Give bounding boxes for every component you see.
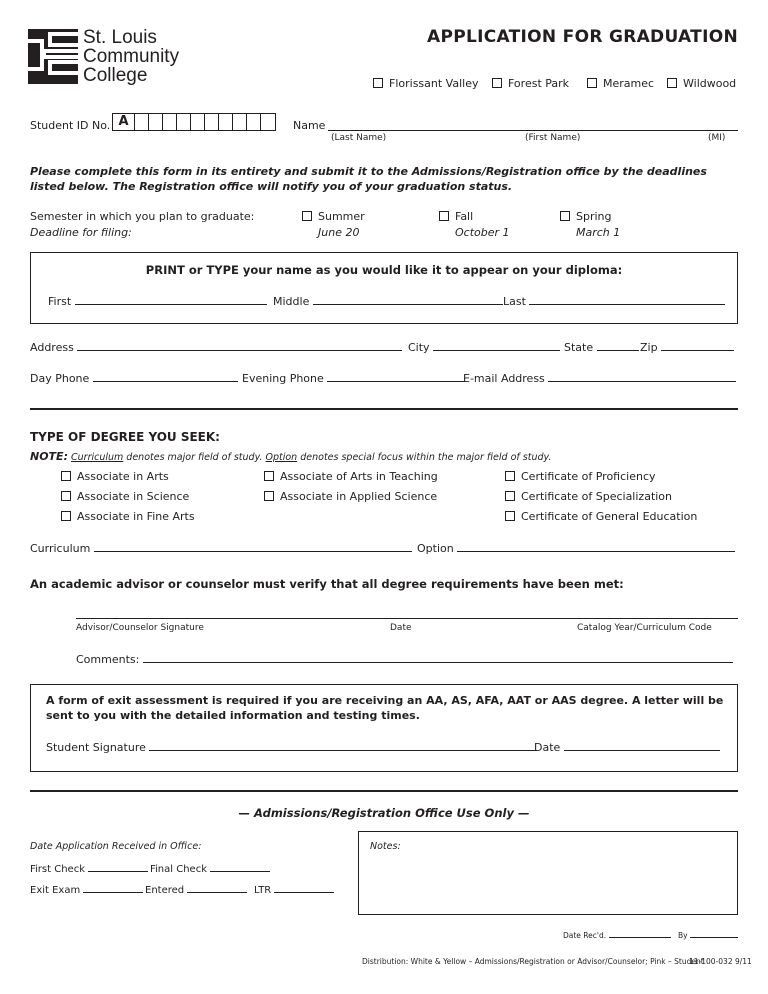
checkbox-icon[interactable] bbox=[61, 471, 71, 481]
advisor-signature-line[interactable] bbox=[76, 618, 738, 619]
student-id-boxes[interactable] bbox=[112, 113, 276, 131]
checkbox-icon[interactable] bbox=[439, 211, 449, 221]
by-field[interactable]: By bbox=[678, 929, 738, 940]
instructions: Please complete this form in its entirety and submit it to the Admissions/Registration office by the deadlines listed below. The Registration office will notify you of your graduation status. bbox=[30, 165, 707, 193]
student-id-digit[interactable] bbox=[205, 114, 219, 130]
degree-associate-science[interactable]: Associate in Science bbox=[61, 490, 189, 503]
day-phone-field[interactable]: Day Phone bbox=[30, 371, 238, 385]
name-field-line[interactable] bbox=[328, 130, 738, 131]
degree-associate-fine-arts[interactable]: Associate in Fine Arts bbox=[61, 510, 195, 523]
first-check-field[interactable]: First Check bbox=[30, 861, 148, 875]
college-logo bbox=[28, 29, 188, 85]
checkbox-icon[interactable] bbox=[61, 491, 71, 501]
degree-cert-general-education[interactable]: Certificate of General Education bbox=[505, 510, 697, 523]
evening-phone-field[interactable]: Evening Phone bbox=[242, 371, 465, 385]
form-number: 11-100-032 9/11 bbox=[689, 957, 752, 966]
semester-fall-deadline: October 1 bbox=[455, 226, 510, 239]
office-heading: — Admissions/Registration Office Use Only — bbox=[238, 806, 530, 820]
checkbox-icon[interactable] bbox=[587, 78, 597, 88]
comments-field[interactable]: Comments: bbox=[76, 652, 733, 666]
student-id-digit[interactable] bbox=[163, 114, 177, 130]
name-last-caption: (Last Name) bbox=[331, 133, 387, 143]
advisor-catalog-caption: Catalog Year/Curriculum Code bbox=[577, 623, 712, 633]
semester-fall[interactable]: Fall bbox=[439, 210, 473, 223]
logo-line-2: Community bbox=[83, 46, 180, 67]
degree-associate-arts-teaching[interactable]: Associate of Arts in Teaching bbox=[264, 470, 438, 483]
exit-assessment-text: A form of exit assessment is required if you are receiving an AA, AS, AFA, AAT or AAS degree. A letter will be sent to you with the detailed information and testing times. bbox=[46, 694, 724, 722]
campus-wildwood[interactable]: Wildwood bbox=[667, 77, 736, 90]
semester-label: Semester in which you plan to graduate: bbox=[30, 210, 255, 223]
student-signature-field[interactable]: Student Signature bbox=[46, 740, 537, 754]
semester-summer-deadline: June 20 bbox=[318, 226, 360, 239]
campus-meramec[interactable]: Meramec bbox=[587, 77, 654, 90]
section-divider bbox=[30, 408, 738, 410]
entered-field[interactable]: Entered bbox=[145, 882, 247, 896]
student-id-label: Student ID No. bbox=[30, 119, 111, 132]
deadline-label: Deadline for filing: bbox=[30, 226, 132, 239]
checkbox-icon[interactable] bbox=[667, 78, 677, 88]
degree-cert-proficiency[interactable]: Certificate of Proficiency bbox=[505, 470, 656, 483]
exit-exam-field[interactable]: Exit Exam bbox=[30, 882, 143, 896]
checkbox-icon[interactable] bbox=[492, 78, 502, 88]
distribution-note: Distribution: White & Yellow – Admissions/Registration or Advisor/Counselor; Pink – Student bbox=[362, 957, 704, 966]
checkbox-icon[interactable] bbox=[302, 211, 312, 221]
student-id-digit[interactable] bbox=[233, 114, 247, 130]
diploma-last-field[interactable]: Last bbox=[503, 294, 725, 308]
option-field[interactable]: Option bbox=[417, 541, 735, 555]
office-divider bbox=[30, 790, 738, 792]
notes-box[interactable] bbox=[358, 831, 738, 915]
checkbox-icon[interactable] bbox=[264, 491, 274, 501]
checkbox-icon[interactable] bbox=[264, 471, 274, 481]
student-id-digit[interactable] bbox=[247, 114, 261, 130]
student-id-digit[interactable] bbox=[177, 114, 191, 130]
diploma-heading: PRINT or TYPE your name as you would like it to appear on your diploma: bbox=[145, 263, 623, 277]
checkbox-icon[interactable] bbox=[505, 471, 515, 481]
address-field[interactable]: Address bbox=[30, 340, 402, 354]
degree-heading: TYPE OF DEGREE YOU SEEK: bbox=[30, 430, 220, 444]
semester-summer[interactable]: Summer bbox=[302, 210, 365, 223]
student-id-digit[interactable] bbox=[219, 114, 233, 130]
campus-florissant-valley[interactable]: Florissant Valley bbox=[373, 77, 478, 90]
logo-line-1: St. Louis bbox=[83, 27, 157, 48]
form-title: APPLICATION FOR GRADUATION bbox=[427, 27, 738, 47]
name-first-caption: (First Name) bbox=[525, 133, 581, 143]
zip-field[interactable]: Zip bbox=[640, 340, 734, 354]
degree-note: NOTE: Curriculum denotes major field of study. Option denotes special focus within the major field of study. bbox=[30, 450, 552, 463]
city-field[interactable]: City bbox=[408, 340, 560, 354]
college-logo-icon bbox=[28, 29, 78, 84]
final-check-field[interactable]: Final Check bbox=[150, 861, 270, 875]
checkbox-icon[interactable] bbox=[61, 511, 71, 521]
curriculum-field[interactable]: Curriculum bbox=[30, 541, 412, 555]
date-received-label: Date Application Received in Office: bbox=[30, 841, 202, 852]
student-id-prefix: A bbox=[113, 114, 135, 130]
degree-associate-applied-science[interactable]: Associate in Applied Science bbox=[264, 490, 437, 503]
campus-forest-park[interactable]: Forest Park bbox=[492, 77, 569, 90]
degree-cert-specialization[interactable]: Certificate of Specialization bbox=[505, 490, 672, 503]
state-field[interactable]: State bbox=[564, 340, 639, 354]
student-id-digit[interactable] bbox=[135, 114, 149, 130]
date-recd-field[interactable]: Date Rec'd. bbox=[563, 929, 671, 940]
advisor-heading: An academic advisor or counselor must verify that all degree requirements have been met: bbox=[30, 577, 624, 591]
name-mi-caption: (MI) bbox=[708, 133, 726, 143]
checkbox-icon[interactable] bbox=[505, 491, 515, 501]
degree-associate-arts[interactable]: Associate in Arts bbox=[61, 470, 169, 483]
logo-line-3: College bbox=[83, 65, 148, 86]
notes-label: Notes: bbox=[370, 841, 401, 852]
checkbox-icon[interactable] bbox=[560, 211, 570, 221]
diploma-first-field[interactable]: First bbox=[48, 294, 267, 308]
student-id-digit[interactable] bbox=[261, 114, 275, 130]
student-id-digit[interactable] bbox=[149, 114, 163, 130]
semester-spring-deadline: March 1 bbox=[576, 226, 621, 239]
advisor-date-caption: Date bbox=[390, 623, 412, 633]
name-label: Name bbox=[293, 119, 326, 132]
email-field[interactable]: E-mail Address bbox=[463, 371, 736, 385]
student-id-digit[interactable] bbox=[191, 114, 205, 130]
checkbox-icon[interactable] bbox=[505, 511, 515, 521]
checkbox-icon[interactable] bbox=[373, 78, 383, 88]
semester-spring[interactable]: Spring bbox=[560, 210, 612, 223]
advisor-signature-caption: Advisor/Counselor Signature bbox=[76, 623, 204, 633]
student-date-field[interactable]: Date bbox=[534, 740, 720, 754]
diploma-middle-field[interactable]: Middle bbox=[273, 294, 503, 308]
ltr-field[interactable]: LTR bbox=[254, 882, 334, 896]
